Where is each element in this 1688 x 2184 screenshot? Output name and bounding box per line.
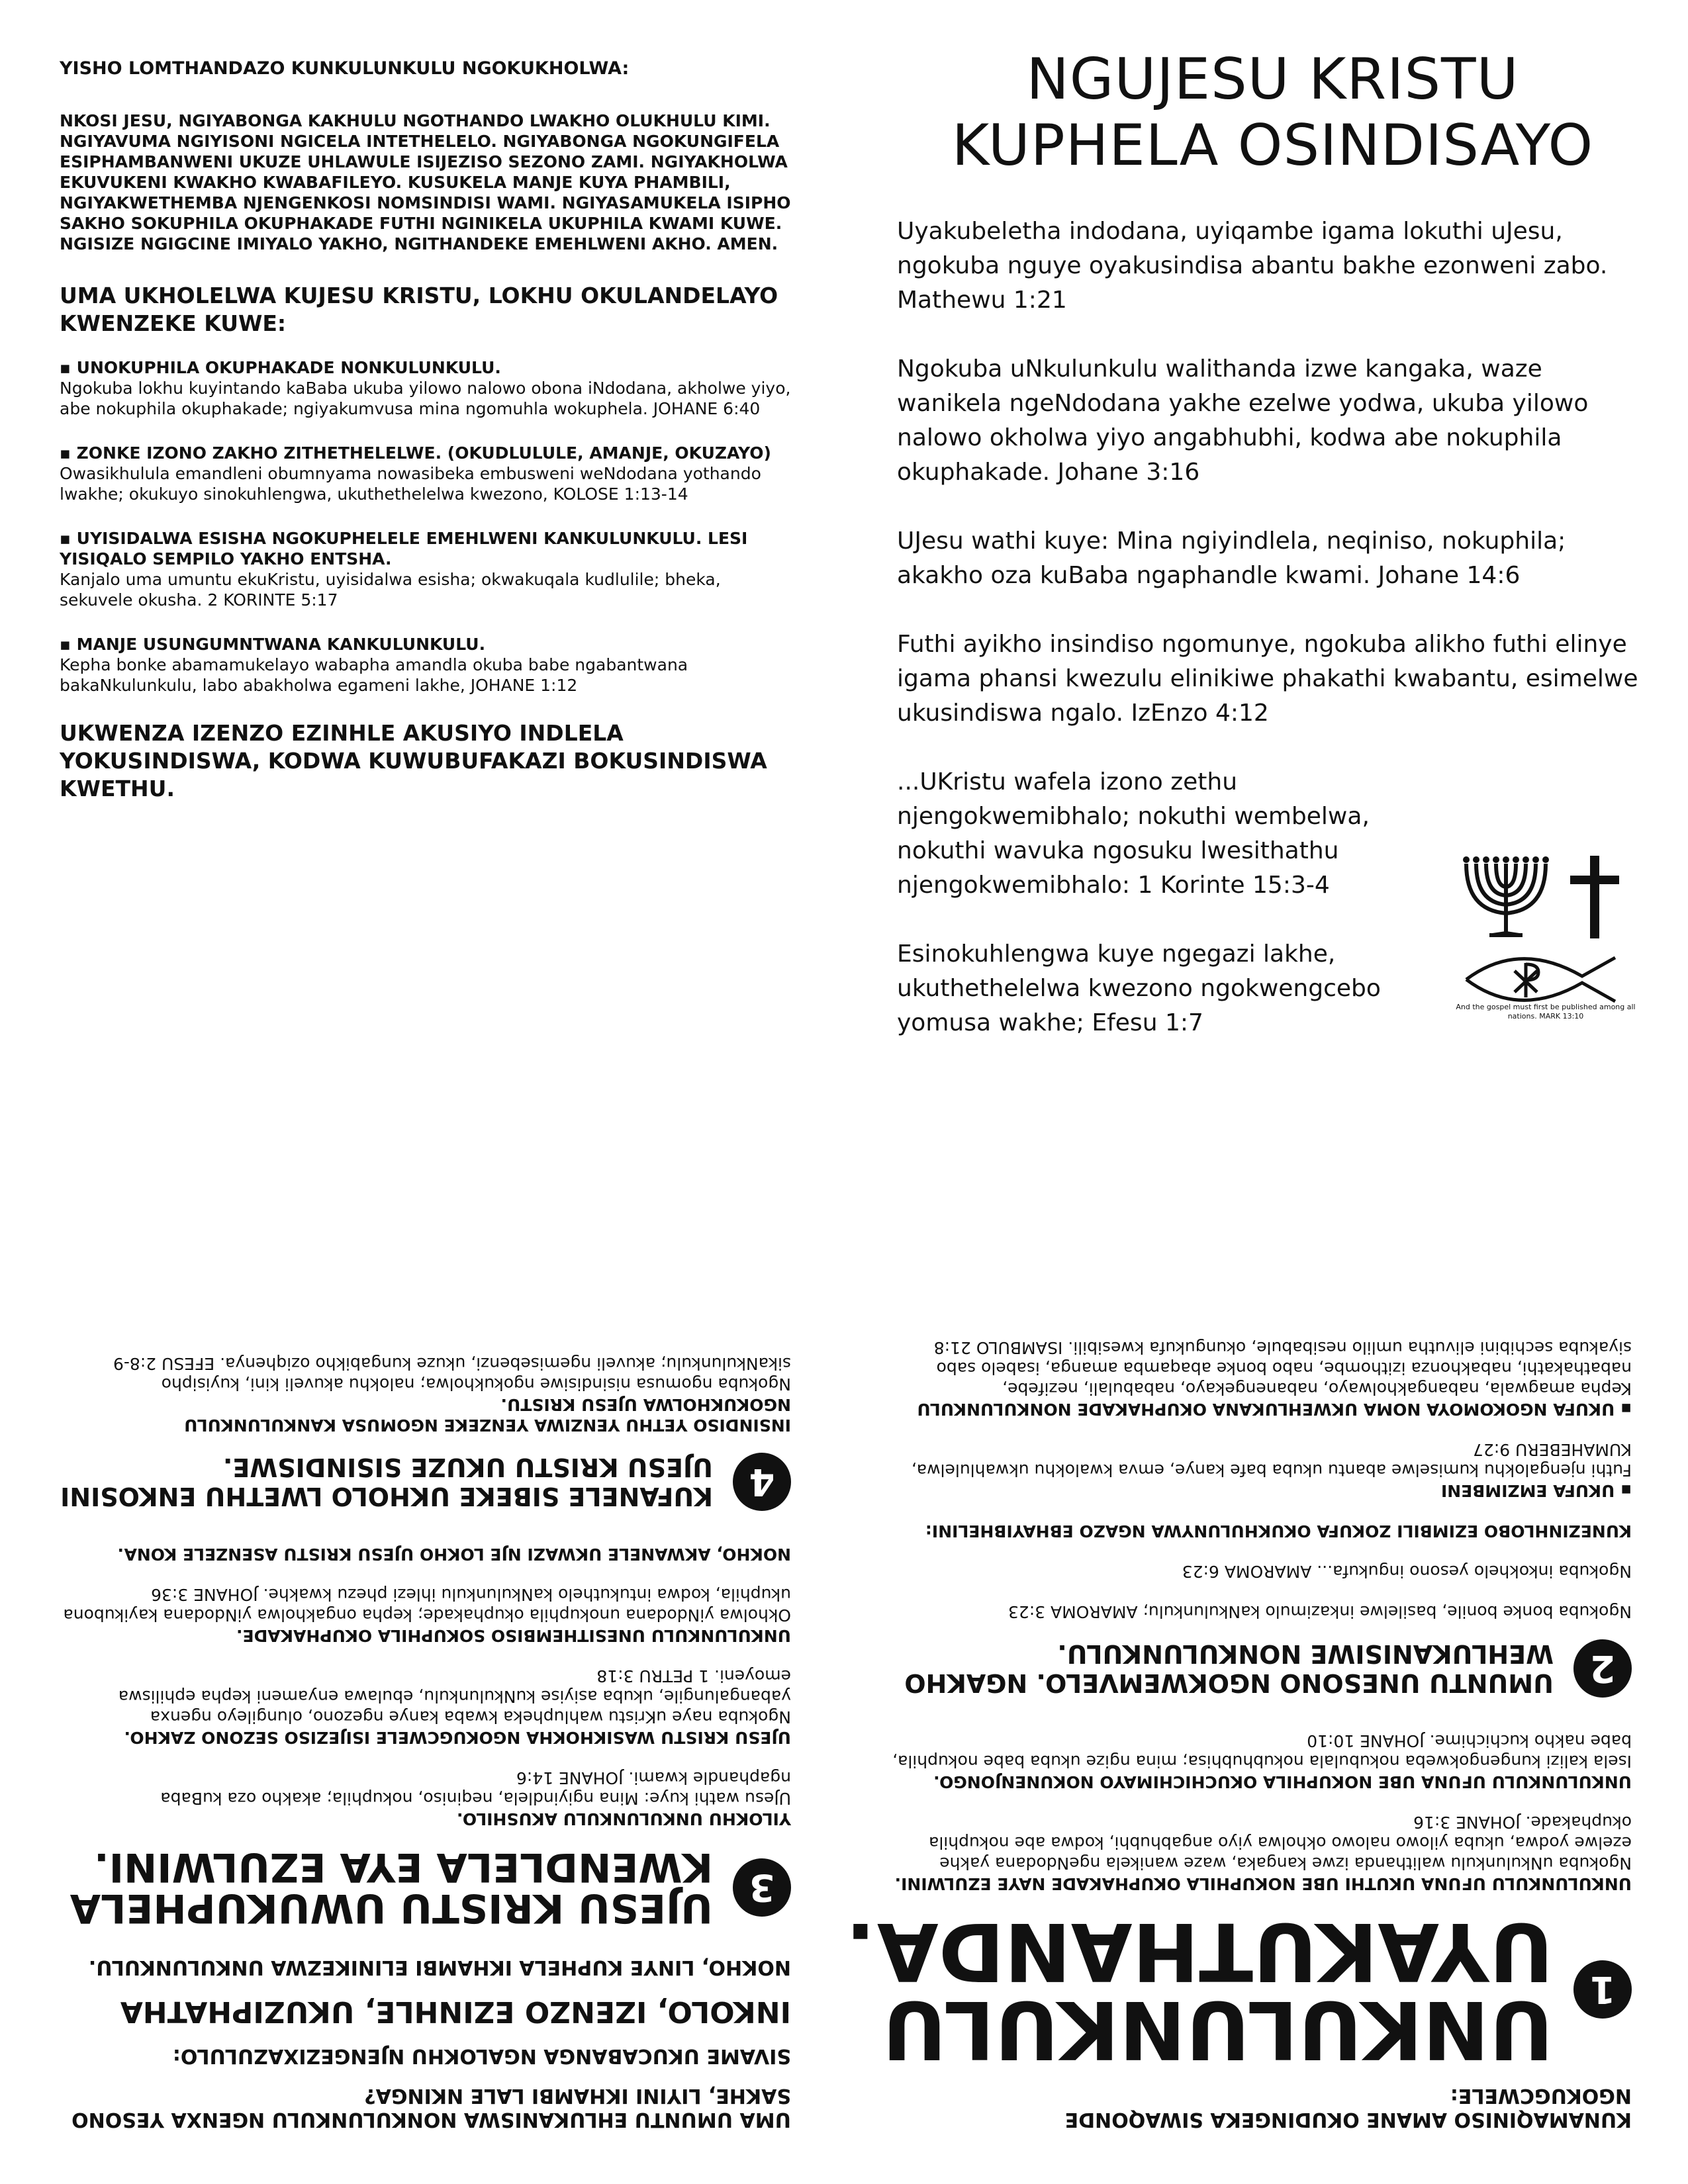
step-4 xyxy=(60,1353,791,1511)
ichthys-chi-rho-icon xyxy=(1466,958,1615,1001)
step-title: UJESU KRISTU UWUKUPHELA KWENDLELA EYA EZULWINI. xyxy=(70,1844,713,1931)
step-1-header xyxy=(845,1905,1632,2075)
verse: Uyakubeletha indodana, uyiqambe igama lokuthi uJesu, ngokuba nguye oyakusindisa abantu bakhe ezonweni zabo. Mathewu 1:21 xyxy=(897,218,1608,314)
result-item-title: ▪ UNOKUPHILA OKUPHAKADE NONKULUNKULU. xyxy=(60,358,501,377)
result-item-title: ▪ ZONKE IZONO ZAKHO ZITHETHELELWE. (OKUDLULULE, AMANJE, OKUZAYO) xyxy=(60,443,771,463)
step-item-title: UNKULUNKULU UNESITHEMBISO SOKUPHILA OKUPHAKADE. xyxy=(236,1626,791,1645)
step-item-text: Isela kalizi kungengokweba nokubulala nokubhubhisa; mina ngize ukuba babe nokuphila, babe nakho kuchichime. JOHANE 10:10 xyxy=(892,1731,1632,1771)
result-item xyxy=(60,528,798,610)
step-item xyxy=(60,1584,791,1646)
panel-prayer xyxy=(0,0,844,1092)
step-3 xyxy=(60,1544,791,1929)
step-item-title: NOKHO, AKWANELE UKWAZI NJE LOKHO UJESU KRISTU ASENZELE KONA. xyxy=(117,1545,791,1564)
step-number-badge: 4 xyxy=(733,1453,791,1511)
prayer-text: NKOSI JESU, NGIYABONGA KAKHULU NGOTHANDO LWAKHO OLUKHULU KIMI. NGIYAVUMA NGIYISONI NGICELA INTETHELELO. NGIYABONGA NGOKUNGIFELA ESIPHAMBANWENI UKUZE UHLAWULE ISIJEZISO SEZONO ZAMI. NGIYAKHOLWA EKUVUKENI KWAKHO KWABAFILEYO. KUSUKELA MANJE KUYA PHAMBILI, NGIYAKWETHEMBA NJENGENKOSI NOMSINDISI WAMI. NGIYASAMUKELA ISIPHO SAKHO SOKUPHILA OKUPHAKADE FUTHI NGINIKELA UKUPHILA KWAMI KUWE. NGISIZE NGIGCINE IMIYALO YAKHO, NGITHANDEKE EMEHLWENI AKHO. AMEN. xyxy=(60,111,791,253)
wrong-answers: INKOLO, IZENZO EZINHLE, UKUZIPHATHA xyxy=(120,1995,791,2028)
question: UMA UMUNTU EHLUKANISWA NONKULUNKULU NGENXA YESONO SAKHE, LIYINI IKHAMBI LALE NKINGA? xyxy=(71,2084,791,2131)
step-item xyxy=(884,1812,1632,1894)
only-solution: NOKHO, LINYE KUPHELA IKHAMBI ELINIKEZWA UNKULUNKULU. xyxy=(88,1956,791,1979)
step-item-text: UJesu wathi kuye: Mina ngiyindlela, neqiniso, nokuphila; akakho oza kuBaba ngaphandle kwami. JOHANE 14:6 xyxy=(160,1768,791,1808)
result-item-text: Kepha bonke abamamukelayo wabapha amandla okuba babe ngabantwana bakaNkulunkulu, labo abakholwa egameni lakhe, JOHANE 1:12 xyxy=(60,655,688,695)
step-title: UNKULUNKULU UYAKUTHANDA. xyxy=(845,1905,1554,2075)
step-3-header xyxy=(60,1846,791,1929)
common-solutions-lead: SIVAME UKUCABANGA NGALOKHU NJENGEZIXAZULULO: xyxy=(172,2044,791,2068)
step-4-header xyxy=(60,1453,791,1511)
step-item xyxy=(60,1544,791,1565)
verse: Esinokuhlengwa kuye ngegazi lakhe, ukuthethelelwa kwezono ngokwengcebo yomusa wakhe; Efesu 1:7 xyxy=(897,940,1381,1036)
step-1 xyxy=(845,1731,1632,2075)
step-item-title: ▪ UKUFA EMZIMBENI xyxy=(1440,1481,1632,1500)
step-item-text: Okholwa yiNdodana unokuphila okuphakade; kepha ongakholwa yiNdodana kayikubona ukuphila, kodwa intukuthelo kaNkulunkulu ihlezi phezu kwakhe. JOHANE 3:36 xyxy=(63,1585,791,1625)
verse: ...UKristu wafela izono zethu njengokwemibhalo; nokuthi wembelwa, nokuthi wavuka ngosuku lwesithathu njengokwemibhalo: 1 Korinte 15:3-4 xyxy=(897,768,1370,899)
step-item-text: Kepha amagwala, nabangakholwayo, nabanengekayo, nababulali, nezifebe, nabathakathi, nabakhonza izithombe, nabo bonke abaqamba amanga, isabelo sabo siyakuba sechibini elivutha umlilo nesibabule, okungukufa kwesibili. ISAMBULO 21:8 xyxy=(933,1338,1632,1398)
step-item xyxy=(884,1602,1632,1622)
result-item-title: ▪ UYISIDALWA ESISHA NGOKUPHELELE EMEHLWENI KANKULUNKULU. LESI YISIQALO SEMPILO YAKHO ENTSHA. xyxy=(60,529,748,569)
faith-symbols-graphic xyxy=(1456,850,1635,1003)
step-item-text: Futhi njengalokhu kumiselwe abantu ukuba bafe kanye, emva kwalokhu ukwahlulelwa, KUMAHEBERU 9:27 xyxy=(911,1440,1632,1480)
verse: UJesu wathi kuye: Mina ngiyindlela, neqiniso, nokuphila; akakho oza kuBaba ngaphandle kwami. Johane 14:6 xyxy=(897,527,1566,589)
step-item xyxy=(884,1439,1632,1501)
step-item xyxy=(60,1768,791,1829)
step-item-text: Ngokuba inkokhelo yesono ingukufa... AMAROMA 6:23 xyxy=(1182,1562,1632,1581)
verse: Futhi ayikho insindiso ngomunye, ngokuba alikho futhi elinye igama phansi kwezulu elinikiwe phakathi kwabantu, esimelwe ukusindiswa ngalo. IzEnzo 4:12 xyxy=(897,631,1638,727)
step-item-text: Ngokuba uNkulunkulu walithanda izwe kangaka, waze wanikela ngeNdodana yakhe ezelwe yodwa, ukuba yilowo nalowo okholwa yiyo angabhubhi, kodwa abe nokuphila okuphakade. JOHANE 3:16 xyxy=(929,1813,1632,1873)
cross-icon xyxy=(1570,856,1619,938)
prayer-heading: YISHO LOMTHANDAZO KUNKULUNKULU NGOKUKHOLWA: xyxy=(60,58,630,79)
closing-statement: UKWENZA IZENZO EZINHLE AKUSIYO INDLELA YOKUSINDISWA, KODWA KUWUBUFAKAZI BOKUSINDISWA KWETHU. xyxy=(60,720,767,801)
step-item-title: UNKULUNKULU UFUNA UBE NOKUPHILA OKUCHICHIMAYO NOKUNENJONGO. xyxy=(933,1772,1632,1792)
verse: Ngokuba uNkulunkulu walithanda izwe kangaka, waze wanikela ngeNdodana yakhe ezelwe yodwa, ukuba yilowo nalowo okholwa yiyo angabhubhi, kodwa abe nokuphila okuphakade. Johane 3:16 xyxy=(897,355,1589,486)
faith-symbols xyxy=(1456,850,1635,1029)
step-item-text: Ngokuba ngomusa nisindisiwe ngokukholwa; nalokhu akuveli kini, kuyisipho sikaNkulunkulu; akuveli ngemisebenzi, ukuze kungabikho oziqhenya. EFESU 2:8-9 xyxy=(113,1354,791,1394)
step-title: UMUNTU UNESONO NGOKWEMVELO. NGAKHO WEHLUKANISIWE NONKULUNKULU. xyxy=(904,1639,1554,1698)
step-item-title: YILOKHU UNKULUNKULU AKUSHILO. xyxy=(456,1809,791,1829)
panel-jesus-saves xyxy=(844,0,1688,1092)
step-item-title: KUNEZINHLOBO EZIMBILI ZOKUFA OKUKHULUNYWA NGAZO EBHAYIBHELINI: xyxy=(925,1522,1632,1541)
menorah-flames xyxy=(1463,856,1549,863)
menorah-icon xyxy=(1466,864,1546,935)
step-number-badge: 2 xyxy=(1573,1639,1632,1698)
step-number-badge: 1 xyxy=(1573,1960,1632,2019)
step-item xyxy=(884,1731,1632,1792)
result-item-text: Kanjalo uma umuntu ekuKristu, uyisidalwa esisha; okwakuqala kudlulile; bheka, sekuvele okusha. 2 KORINTE 5:17 xyxy=(60,570,721,610)
step-item-title: UNKULUNKULU UFUNA UKUTHI UBE NOKUPHILA OKUPHAKADE NAYE EZULWINI. xyxy=(894,1874,1632,1893)
step-2-header xyxy=(884,1639,1632,1698)
step-item-text: Ngokuba naye uKristu wahlupheka kwaba kanye ngezono, olungileyo ngenxa yabangalungile, ukuba asiyise kuNkulunkulu, ebulawa enyameni kepha ephiliswa emoyeni. 1 PETRU 3:18 xyxy=(118,1666,791,1727)
results-heading: UMA UKHOLELWA KUJESU KRISTU, LOKHU OKULANDELAYO KWENZEKE KUWE: xyxy=(60,283,778,336)
step-item xyxy=(884,1561,1632,1582)
step-item xyxy=(60,1353,791,1435)
step-number-badge: 3 xyxy=(733,1858,791,1917)
result-item xyxy=(60,634,798,696)
result-item-text: Owasikhulula emandleni obumnyama nowasibeka embusweni weNdodana yothando lwakhe; okukuyo sinokuhlengwa, ukuthethelelwa kwezono, KOLOSE 1:13-14 xyxy=(60,464,761,504)
step-item-title: UJESU KRISTU WASIKHOKHA NGOKUGCWELE ISIJEZISO SEZONO ZAKHO. xyxy=(124,1728,791,1747)
step-title: KUFANELE SIBEKE UKHOLO LWETHU ENKOSINI UJESU KRISTU UKUZE SISINDISWE. xyxy=(60,1453,713,1511)
step-item xyxy=(884,1521,1632,1541)
panel-four-truths-1-2 xyxy=(844,1092,1688,2184)
step-item xyxy=(60,1666,791,1748)
step-item xyxy=(884,1338,1632,1420)
four-truths-intro: KUNAMAQINISO AMANE OKUDINGEKA SIWAQONDE NGOKUGCWELE: xyxy=(1064,2084,1632,2131)
result-item-text: Ngokuba lokhu kuyintando kaBaba ukuba yilowo nalowo obona iNdodana, akholwe yiyo, abe nokuphila okuphakade; ngiyakumvusa mina ngomuhla wokuphela. JOHANE 6:40 xyxy=(60,379,791,418)
step-item-title: ▪ UKUFA NGOKOMOYA NOMA UKWEHLUKANA OKUPHAKADE NONKULUNKULU xyxy=(917,1400,1632,1419)
panel-four-truths-3-4 xyxy=(0,1092,844,2184)
result-item xyxy=(60,443,798,504)
result-item-title: ▪ MANJE USUNGUMNTWANA KANKULUNKULU. xyxy=(60,635,486,654)
footnote: And the gospel must first be published among all nations. MARK 13:10 xyxy=(1456,1003,1636,1021)
step-item-title: INSINDISO YETHU YENZIWA YENZEKE NGOMUSA KANKULUNKULU NGOKUKHOLWA UJESU KRISTU. xyxy=(184,1395,791,1435)
result-item xyxy=(60,357,798,419)
main-title: NGUJESU KRISTU KUPHELA OSINDISAYO xyxy=(951,46,1594,179)
step-2 xyxy=(884,1338,1632,1698)
step-item-text: Ngokuba bonke bonile, basilelwe inkazimulo kaNkulunkulu; AMAROMA 3:23 xyxy=(1008,1602,1632,1621)
